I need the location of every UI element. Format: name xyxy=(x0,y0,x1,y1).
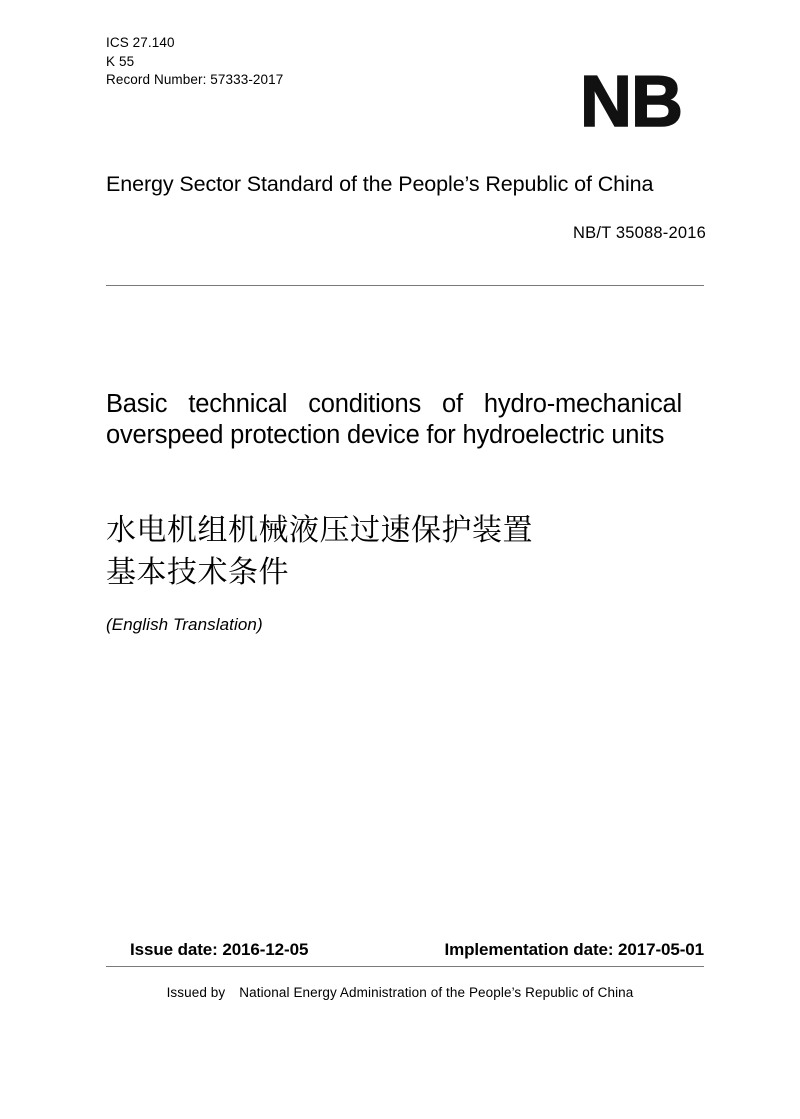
record-number: Record Number: 57333-2017 xyxy=(106,72,284,87)
divider-bottom xyxy=(106,966,704,967)
title-chinese-line-2: 基本技术条件 xyxy=(106,555,289,590)
header-metadata xyxy=(106,34,283,90)
nb-logo: NB xyxy=(580,62,682,142)
ics-code: ICS 27.140 xyxy=(106,35,175,50)
organization-line: Energy Sector Standard of the People’s Republic of China xyxy=(106,172,654,196)
standard-number: NB/T 35088-2016 xyxy=(573,224,706,242)
classification-code: K 55 xyxy=(106,53,135,69)
title-english: Basic technical conditions of hydro-mechanical overspeed protection device for hydroelectric units xyxy=(106,390,682,449)
implementation-date: Implementation date: 2017-05-01 xyxy=(444,940,704,959)
translation-note: (English Translation) xyxy=(106,615,263,634)
issuer-line xyxy=(0,983,800,1003)
issuing-authority: National Energy Administration of the People’s Republic of China xyxy=(239,985,634,1000)
title-chinese-line-1: 水电机组机械液压过速保护装置 xyxy=(106,513,533,548)
issued-by-label: Issued by xyxy=(166,985,226,1000)
issue-date: Issue date: 2016-12-05 xyxy=(130,940,309,959)
divider-top xyxy=(106,285,704,286)
title-chinese xyxy=(106,510,706,594)
